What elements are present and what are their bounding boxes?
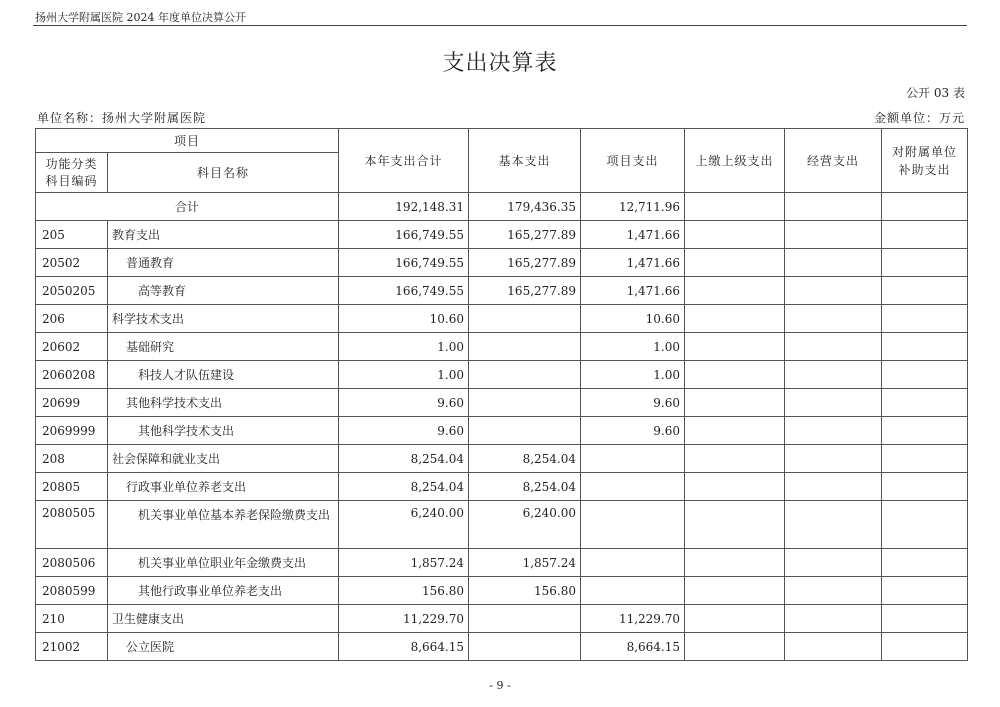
row-basic: 8,254.04 — [469, 445, 581, 473]
row-subsidy — [882, 305, 968, 333]
row-name: 基础研究 — [108, 333, 339, 361]
row-business — [785, 389, 882, 417]
row-project — [581, 501, 685, 549]
row-basic: 165,277.89 — [469, 221, 581, 249]
row-total: 166,749.55 — [339, 249, 469, 277]
row-subsidy — [882, 549, 968, 577]
row-upper — [685, 417, 785, 445]
row-business — [785, 633, 882, 661]
row-name: 机关事业单位职业年金缴费支出 — [108, 549, 339, 577]
row-name: 其他科学技术支出 — [108, 417, 339, 445]
row-project — [581, 577, 685, 605]
row-subsidy — [882, 473, 968, 501]
table-row — [36, 305, 968, 333]
row-total: 166,749.55 — [339, 221, 469, 249]
row-name: 高等教育 — [108, 277, 339, 305]
total-row — [36, 193, 968, 221]
col-upper: 上缴上级支出 — [685, 129, 785, 193]
row-subsidy — [882, 249, 968, 277]
row-basic: 156.80 — [469, 577, 581, 605]
row-business — [785, 221, 882, 249]
table-row — [36, 473, 968, 501]
row-code: 2080506 — [36, 549, 108, 577]
row-subsidy — [882, 221, 968, 249]
row-code: 210 — [36, 605, 108, 633]
row-basic — [469, 305, 581, 333]
total-business — [785, 193, 882, 221]
total-total: 192,148.31 — [339, 193, 469, 221]
table-row — [36, 633, 968, 661]
row-upper — [685, 633, 785, 661]
row-project: 9.60 — [581, 417, 685, 445]
row-subsidy — [882, 605, 968, 633]
row-total: 8,664.15 — [339, 633, 469, 661]
row-name: 社会保障和就业支出 — [108, 445, 339, 473]
row-business — [785, 361, 882, 389]
row-project: 11,229.70 — [581, 605, 685, 633]
row-business — [785, 305, 882, 333]
row-total: 6,240.00 — [339, 501, 469, 549]
row-total: 10.60 — [339, 305, 469, 333]
row-basic — [469, 333, 581, 361]
row-upper — [685, 577, 785, 605]
row-total: 1.00 — [339, 333, 469, 361]
row-project: 1,471.66 — [581, 249, 685, 277]
row-project: 10.60 — [581, 305, 685, 333]
table-row — [36, 417, 968, 445]
row-name: 卫生健康支出 — [108, 605, 339, 633]
row-basic — [469, 633, 581, 661]
row-upper — [685, 445, 785, 473]
row-basic: 1,857.24 — [469, 549, 581, 577]
row-business — [785, 501, 882, 549]
row-code: 21002 — [36, 633, 108, 661]
total-subsidy — [882, 193, 968, 221]
row-subsidy — [882, 389, 968, 417]
row-name: 科技人才队伍建设 — [108, 361, 339, 389]
col-name: 科目名称 — [108, 153, 339, 193]
expenditure-table — [35, 128, 968, 661]
row-upper — [685, 501, 785, 549]
row-basic: 165,277.89 — [469, 249, 581, 277]
total-project: 12,711.96 — [581, 193, 685, 221]
row-project: 1,471.66 — [581, 221, 685, 249]
col-code: 功能分类科目编码 — [36, 153, 108, 193]
row-subsidy — [882, 361, 968, 389]
row-business — [785, 277, 882, 305]
table-row — [36, 249, 968, 277]
table-row — [36, 361, 968, 389]
row-project — [581, 473, 685, 501]
header-divider — [33, 25, 967, 26]
col-total: 本年支出合计 — [339, 129, 469, 193]
row-subsidy — [882, 277, 968, 305]
row-name: 其他行政事业单位养老支出 — [108, 577, 339, 605]
row-code: 2050205 — [36, 277, 108, 305]
row-name: 普通教育 — [108, 249, 339, 277]
row-business — [785, 605, 882, 633]
row-upper — [685, 473, 785, 501]
col-item: 项目 — [36, 129, 339, 153]
total-upper — [685, 193, 785, 221]
row-code: 208 — [36, 445, 108, 473]
table-row — [36, 221, 968, 249]
row-code: 20805 — [36, 473, 108, 501]
row-business — [785, 333, 882, 361]
running-header: 扬州大学附属医院 2024 年度单位决算公开 — [35, 11, 246, 24]
row-project — [581, 445, 685, 473]
row-total: 156.80 — [339, 577, 469, 605]
row-business — [785, 249, 882, 277]
row-upper — [685, 605, 785, 633]
row-name: 科学技术支出 — [108, 305, 339, 333]
row-subsidy — [882, 633, 968, 661]
row-code: 205 — [36, 221, 108, 249]
row-business — [785, 549, 882, 577]
row-code: 206 — [36, 305, 108, 333]
row-basic: 165,277.89 — [469, 277, 581, 305]
table-row — [36, 549, 968, 577]
col-business: 经营支出 — [785, 129, 882, 193]
row-code: 2060208 — [36, 361, 108, 389]
page-number: - 9 - — [489, 679, 511, 692]
row-project: 8,664.15 — [581, 633, 685, 661]
row-total: 8,254.04 — [339, 445, 469, 473]
row-upper — [685, 361, 785, 389]
row-business — [785, 577, 882, 605]
row-subsidy — [882, 333, 968, 361]
row-basic: 6,240.00 — [469, 501, 581, 549]
total-label: 合计 — [36, 193, 339, 221]
row-code: 2080599 — [36, 577, 108, 605]
row-project — [581, 549, 685, 577]
row-business — [785, 417, 882, 445]
col-project: 项目支出 — [581, 129, 685, 193]
row-upper — [685, 277, 785, 305]
table-row — [36, 389, 968, 417]
row-name: 教育支出 — [108, 221, 339, 249]
row-name: 公立医院 — [108, 633, 339, 661]
row-subsidy — [882, 501, 968, 549]
row-business — [785, 445, 882, 473]
col-basic: 基本支出 — [469, 129, 581, 193]
row-project: 1.00 — [581, 361, 685, 389]
row-upper — [685, 389, 785, 417]
table-row — [36, 445, 968, 473]
row-code: 2069999 — [36, 417, 108, 445]
table-row — [36, 605, 968, 633]
row-total: 166,749.55 — [339, 277, 469, 305]
row-code: 20602 — [36, 333, 108, 361]
row-basic — [469, 417, 581, 445]
col-subsidy: 对附属单位补助支出 — [882, 129, 968, 193]
row-basic — [469, 605, 581, 633]
row-total: 8,254.04 — [339, 473, 469, 501]
money-unit: 金额单位：万元 — [873, 111, 965, 125]
total-basic: 179,436.35 — [469, 193, 581, 221]
form-number: 公开 03 表 — [906, 86, 965, 100]
row-name: 机关事业单位基本养老保险缴费支出 — [108, 501, 339, 549]
row-project: 9.60 — [581, 389, 685, 417]
row-basic — [469, 361, 581, 389]
table-row — [36, 333, 968, 361]
table-row — [36, 277, 968, 305]
row-upper — [685, 305, 785, 333]
row-project: 1,471.66 — [581, 277, 685, 305]
row-business — [785, 473, 882, 501]
row-name: 行政事业单位养老支出 — [108, 473, 339, 501]
row-code: 2080505 — [36, 501, 108, 549]
row-name: 其他科学技术支出 — [108, 389, 339, 417]
row-basic: 8,254.04 — [469, 473, 581, 501]
row-project: 1.00 — [581, 333, 685, 361]
row-upper — [685, 549, 785, 577]
row-total: 1.00 — [339, 361, 469, 389]
row-subsidy — [882, 445, 968, 473]
row-total: 11,229.70 — [339, 605, 469, 633]
unit-name: 单位名称：扬州大学附属医院 — [37, 111, 207, 125]
row-upper — [685, 333, 785, 361]
row-subsidy — [882, 577, 968, 605]
page-title: 支出决算表 — [442, 51, 558, 76]
row-total: 1,857.24 — [339, 549, 469, 577]
row-subsidy — [882, 417, 968, 445]
row-basic — [469, 389, 581, 417]
table-row — [36, 501, 968, 549]
table-row — [36, 577, 968, 605]
row-upper — [685, 249, 785, 277]
row-total: 9.60 — [339, 389, 469, 417]
row-upper — [685, 221, 785, 249]
row-code: 20502 — [36, 249, 108, 277]
row-code: 20699 — [36, 389, 108, 417]
row-total: 9.60 — [339, 417, 469, 445]
